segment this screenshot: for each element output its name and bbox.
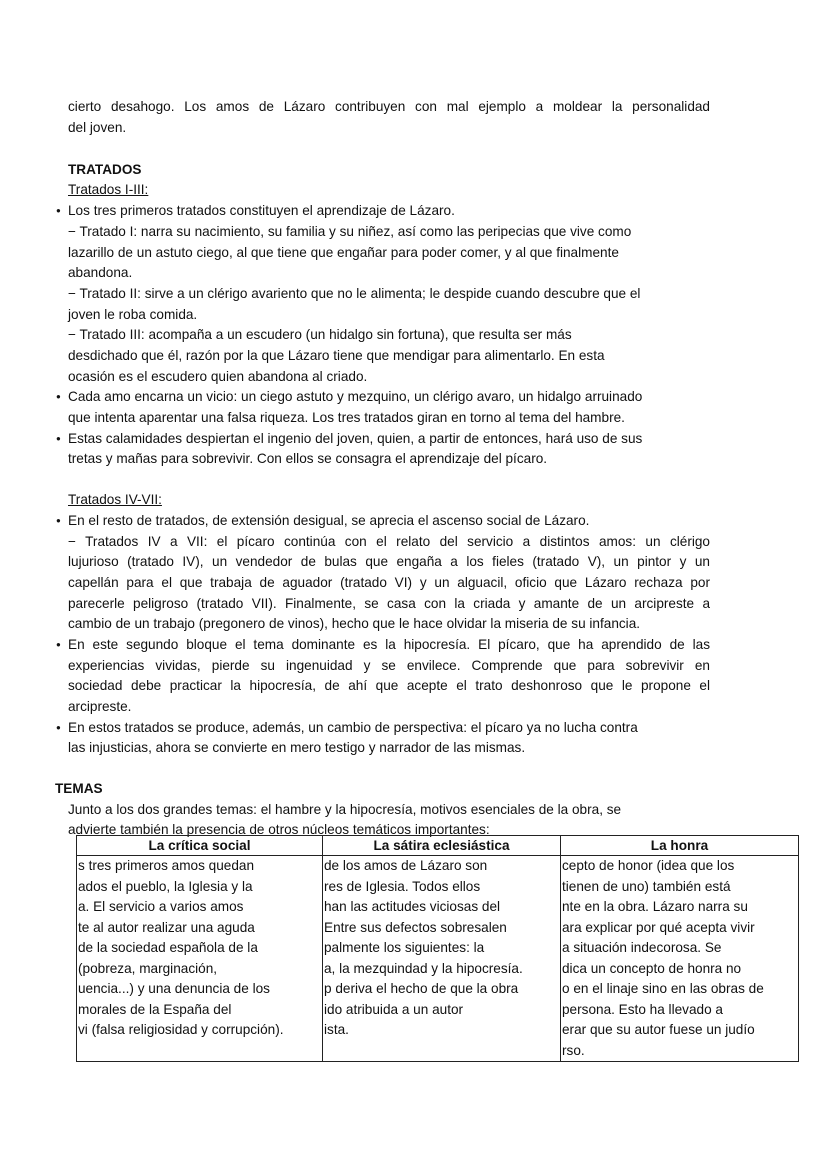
table-cell-line: ara explicar por qué acepta vivir — [562, 919, 755, 935]
bullet-icon: ● — [56, 516, 61, 525]
table-header: La crítica social — [77, 836, 323, 856]
text-line: lazarillo de un astuto ciego, al que tiene que engañar para poder comer, y al que finalmente — [68, 245, 619, 260]
table-cell-line: nte en la obra. Lázaro narra su — [562, 899, 748, 914]
table-cell-line: cepto de honor (idea que los — [562, 858, 735, 873]
text-line: cierto desahogo. Los amos de Lázaro contribuyen con mal ejemplo a moldear la personalidad — [68, 99, 710, 114]
section-heading: TRATADOS — [68, 162, 142, 177]
table-cell-line: a, la mezquindad y la hipocresía. — [324, 960, 523, 976]
table-cell-line: p deriva el hecho de que la obra — [324, 981, 519, 996]
table-cell-line: persona. Esto ha llevado a — [562, 1001, 723, 1017]
table-cell-line: tienen de uno) también está — [562, 878, 731, 894]
text-line: advierte también la presencia de otros núcleos temáticos importantes: — [68, 822, 490, 837]
text-line: joven le roba comida. — [68, 307, 198, 322]
text-line: lujurioso (tratado IV), un vendedor de bulas que engaña a los fieles (tratado V), un pintor y un — [68, 554, 710, 569]
text-line: cambio de un trabajo (pregonero de vinos), hecho que le hace olvidar la miseria de su infancia. — [68, 616, 641, 631]
table-cell-line: ados el pueblo, la Iglesia y la — [78, 878, 253, 894]
table-cell-line: uencia...) y una denuncia de los — [78, 981, 270, 996]
table-cell-line: vi (falsa religiosidad y corrupción). — [78, 1022, 284, 1037]
bullet-icon: ● — [56, 392, 61, 401]
text-line: ocasión es el escudero quien abandona al criado. — [68, 369, 368, 384]
text-line: − Tratado III: acompaña a un escudero (un hidalgo sin fortuna), que resulta ser más — [68, 327, 572, 342]
table-cell-line: de la sociedad española de la — [78, 940, 258, 955]
table-cell-line: res de Iglesia. Todos ellos — [324, 878, 481, 894]
bullet-icon: ● — [56, 206, 61, 215]
text-line: abandona. — [68, 265, 133, 280]
table-cell-line: rso. — [562, 1042, 585, 1058]
text-line: las injusticias, ahora se convierte en mero testigo y narrador de las mismas. — [68, 740, 526, 755]
text-line: − Tratado II: sirve a un clérigo avariento que no le alimenta; le despide cuando descubre que el — [68, 286, 641, 301]
table-cell-line: o en el linaje sino en las obras de — [562, 981, 764, 996]
table-cell-line: ido atribuida a un autor — [324, 1001, 464, 1017]
table-cell-line: Entre sus defectos sobresalen — [324, 919, 507, 935]
text-line: Los tres primeros tratados constituyen el aprendizaje de Lázaro. — [68, 203, 455, 218]
table-cell-line: a situación indecorosa. Se — [562, 940, 722, 955]
bullet-icon: ● — [56, 434, 61, 443]
text-line: Cada amo encarna un vicio: un ciego astuto y mezquino, un clérigo avaro, un hidalgo arruinado — [68, 389, 643, 404]
text-line: Estas calamidades despiertan el ingenio del joven, quien, a partir de entonces, hará uso de sus — [68, 431, 643, 446]
text-line: parecerle peligroso (tratado VII). Finalmente, se casa con la criada y amante de un arcipreste a — [68, 596, 710, 611]
bullet-icon: ● — [56, 723, 61, 732]
text-line: arcipreste. — [68, 699, 132, 714]
table-cell-line: s tres primeros amos quedan — [78, 858, 255, 873]
text-line: tretas y mañas para sobrevivir. Con ellos se consagra el aprendizaje del pícaro. — [68, 451, 548, 466]
table-cell-line: a. El servicio a varios amos — [78, 899, 244, 914]
table-header: La sátira eclesiástica — [323, 836, 561, 856]
subsection-heading: Tratados I-III: — [68, 182, 149, 197]
text-line: experiencias vividas, pierde su ingenuidad y se envilece. Comprende que para sobrevivir en — [68, 658, 710, 673]
themes-table — [76, 835, 799, 1062]
text-line: desdichado que él, razón por la que Lázaro tiene que mendigar para alimentarlo. En esta — [68, 348, 605, 363]
text-line: − Tratado I: narra su nacimiento, su familia y su niñez, así como las peripecias que vive como — [68, 224, 632, 239]
text-line: capellán para el que trabaja de aguador (tratado VI) y un alguacil, oficio que Lázaro rechaza por — [68, 575, 710, 590]
table-cell-satira-eclesiastica — [323, 856, 561, 1062]
table-cell-line: ista. — [324, 1022, 349, 1037]
table-cell-honra — [561, 856, 799, 1062]
table-cell-critica-social — [77, 856, 323, 1062]
table-cell-line: dica un concepto de honra no — [562, 960, 742, 976]
table-cell-line: morales de la España del — [78, 1001, 232, 1017]
text-line: sociedad debe practicar la hipocresía, de ahí que acepte el trato deshonroso que le propone el — [68, 678, 710, 693]
table-cell-line: palmente los siguientes: la — [324, 940, 485, 955]
table-cell-line: de los amos de Lázaro son — [324, 858, 488, 873]
subsection-heading: Tratados IV-VII: — [68, 492, 162, 507]
section-heading: TEMAS — [55, 781, 103, 796]
bullet-icon: ● — [56, 640, 61, 649]
text-line: − Tratados IV a VII: el pícaro continúa con el relato del servicio a distintos amos: un clérigo — [68, 534, 710, 549]
text-line: En este segundo bloque el tema dominante es la hipocresía. El pícaro, que ha aprendido de las — [68, 637, 710, 652]
text-line: que intenta aparentar una falsa riqueza. Los tres tratados giran en torno al tema del hambre. — [68, 410, 625, 425]
table-cell-line: han las actitudes viciosas del — [324, 899, 501, 914]
text-line: Junto a los dos grandes temas: el hambre y la hipocresía, motivos esenciales de la obra, se — [68, 802, 622, 817]
text-line: En estos tratados se produce, además, un cambio de perspectiva: el pícaro ya no lucha contra — [68, 720, 638, 735]
table-cell-line: te al autor realizar una aguda — [78, 919, 255, 935]
table-header: La honra — [561, 836, 799, 856]
text-line: del joven. — [68, 120, 127, 135]
table-cell-line: erar que su autor fuese un judío — [562, 1022, 755, 1037]
table-cell-line: (pobreza, marginación, — [78, 960, 218, 976]
text-line: En el resto de tratados, de extensión desigual, se aprecia el ascenso social de Lázaro. — [68, 513, 590, 528]
